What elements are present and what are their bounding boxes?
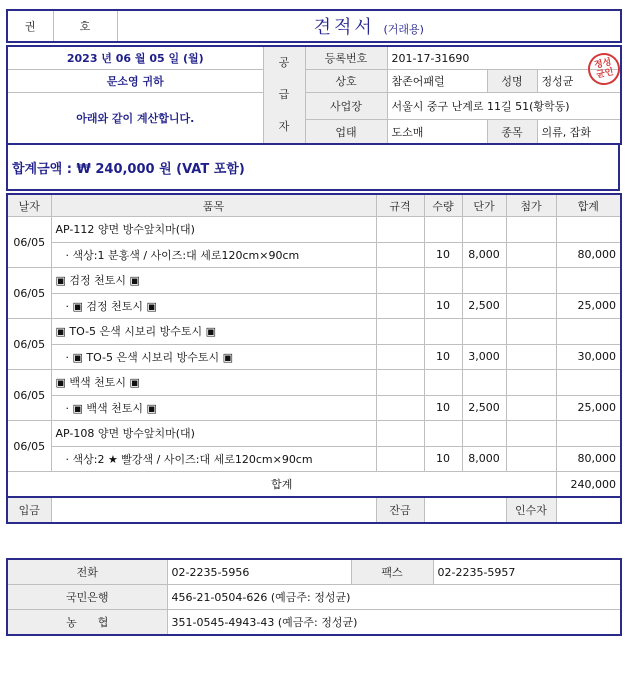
item-qty-top [424, 370, 462, 396]
item-total: 25,000 [556, 293, 621, 319]
company-value: 참존어패럴 [387, 70, 487, 93]
contact-table [6, 558, 622, 636]
item-extra-top [506, 421, 556, 447]
item-date: 06/05 [7, 268, 51, 319]
item-date: 06/05 [7, 217, 51, 268]
item-total-top [556, 421, 621, 447]
item-spec-top [376, 421, 424, 447]
sum-value: 240,000 [556, 472, 621, 498]
item-total: 80,000 [556, 446, 621, 472]
receiver-label: 인수자 [506, 497, 556, 523]
item-price-top [462, 421, 506, 447]
fax-value: 02-2235-5957 [433, 559, 621, 585]
item-spec-top [376, 370, 424, 396]
issue-date: 2023 년 06 월 05 일 (월) [7, 46, 263, 70]
item-total: 80,000 [556, 242, 621, 268]
item-qty-top [424, 217, 462, 243]
item-extra-top [506, 217, 556, 243]
total-amount: 합계금액 : ₩ 240,000 원 (VAT 포함) [7, 144, 619, 190]
item-price-top [462, 217, 506, 243]
item-extra-top [506, 268, 556, 294]
col-spec: 규격 [376, 194, 424, 217]
biz-type-label: 업태 [305, 120, 387, 144]
estimate-document [6, 9, 620, 524]
fax-label: 팩스 [351, 559, 433, 585]
phone-value: 02-2235-5956 [167, 559, 351, 585]
side-label-3: 자 [278, 120, 290, 133]
address-label: 사업장 [305, 93, 387, 120]
supplier-block [6, 45, 622, 145]
col-item: 품목 [51, 194, 376, 217]
col-date: 날자 [7, 194, 51, 217]
item-qty-top [424, 421, 462, 447]
bank1-value: 456-21-0504-626 (예금주: 정성균) [167, 585, 621, 610]
balance-label: 잔금 [376, 497, 424, 523]
deposit-value [51, 497, 376, 523]
item-spec [376, 293, 424, 319]
item-spec [376, 242, 424, 268]
total-amount-bar [6, 143, 620, 191]
table-row [7, 421, 621, 447]
table-row [7, 446, 621, 472]
item-name: ▣ TO-5 은색 시보리 방수토시 ▣ [51, 319, 376, 345]
item-name: ▣ 검정 천토시 ▣ [51, 268, 376, 294]
item-qty-top [424, 319, 462, 345]
item-date: 06/05 [7, 319, 51, 370]
item-spec [376, 395, 424, 421]
table-row [7, 268, 621, 294]
item-price: 3,000 [462, 344, 506, 370]
table-row [7, 242, 621, 268]
payment-row [6, 496, 622, 524]
item-name: AP-108 양면 방수앞치마(대) [51, 421, 376, 447]
item-spec [376, 446, 424, 472]
item-detail: · ▣ 검정 천토시 ▣ [51, 293, 376, 319]
volume-label: 권 [7, 10, 53, 42]
item-qty: 10 [424, 395, 462, 421]
deposit-label: 입금 [7, 497, 51, 523]
table-row [7, 293, 621, 319]
recipient: 문소영 귀하 [7, 70, 263, 93]
item-qty: 10 [424, 293, 462, 319]
biz-type-value: 도소매 [387, 120, 487, 144]
item-extra [506, 242, 556, 268]
balance-value [424, 497, 506, 523]
item-date: 06/05 [7, 370, 51, 421]
item-price: 8,000 [462, 446, 506, 472]
supplier-side-label [263, 46, 305, 144]
reg-no-label: 등록번호 [305, 46, 387, 70]
item-price-top [462, 319, 506, 345]
phone-label: 전화 [7, 559, 167, 585]
seal-stamp: 정성 균인 [585, 50, 623, 88]
item-price-top [462, 268, 506, 294]
item-extra-top [506, 370, 556, 396]
table-row [7, 344, 621, 370]
item-qty: 10 [424, 344, 462, 370]
number-label: 호 [53, 10, 117, 42]
items-table [6, 193, 622, 498]
item-name: ▣ 백색 천토시 ▣ [51, 370, 376, 396]
item-extra [506, 446, 556, 472]
bank2-label: 농 협 [7, 610, 167, 636]
biz-item-label: 종목 [487, 120, 537, 144]
estimate-header [6, 9, 622, 43]
item-rows [7, 217, 621, 472]
document-title [117, 10, 621, 42]
bank2-value: 351-0545-4943-43 (예금주: 정성균) [167, 610, 621, 636]
item-total: 30,000 [556, 344, 621, 370]
item-extra [506, 293, 556, 319]
table-row [7, 319, 621, 345]
item-total: 25,000 [556, 395, 621, 421]
sum-label: 합계 [7, 472, 556, 498]
side-label-2: 급 [278, 88, 290, 101]
side-label-1: 공 [278, 56, 290, 69]
col-price: 단가 [462, 194, 506, 217]
receiver-value [556, 497, 621, 523]
item-detail: · 색상:1 분홍색 / 사이즈:대 세로120cm×90cm [51, 242, 376, 268]
item-extra [506, 395, 556, 421]
item-qty: 10 [424, 446, 462, 472]
item-spec-top [376, 217, 424, 243]
company-label: 상호 [305, 70, 387, 93]
item-total-top [556, 319, 621, 345]
item-extra [506, 344, 556, 370]
item-extra-top [506, 319, 556, 345]
name-label: 성명 [487, 70, 537, 93]
item-qty: 10 [424, 242, 462, 268]
item-price: 8,000 [462, 242, 506, 268]
table-row [7, 395, 621, 421]
item-total-top [556, 370, 621, 396]
item-detail: · 색상:2 ★ 빨강색 / 사이즈:대 세로120cm×90cm [51, 446, 376, 472]
col-extra: 첨가 [506, 194, 556, 217]
name-value: 정성균 [537, 70, 621, 93]
item-spec [376, 344, 424, 370]
item-price: 2,500 [462, 395, 506, 421]
address-value: 서울시 중구 난계로 11길 51(황학동) [387, 93, 621, 120]
item-spec-top [376, 319, 424, 345]
col-qty: 수량 [424, 194, 462, 217]
col-total: 합계 [556, 194, 621, 217]
table-row [7, 217, 621, 243]
bank1-label: 국민은행 [7, 585, 167, 610]
item-date: 06/05 [7, 421, 51, 472]
item-qty-top [424, 268, 462, 294]
title-subtext: (거래용) [383, 23, 424, 36]
item-price: 2,500 [462, 293, 506, 319]
title-text: 견적서 [313, 17, 375, 38]
table-row [7, 370, 621, 396]
statement: 아래와 같이 계산합니다. [7, 93, 263, 145]
item-detail: · ▣ 백색 천토시 ▣ [51, 395, 376, 421]
item-spec-top [376, 268, 424, 294]
item-total-top [556, 217, 621, 243]
item-detail: · ▣ TO-5 은색 시보리 방수토시 ▣ [51, 344, 376, 370]
item-total-top [556, 268, 621, 294]
item-name: AP-112 양면 방수앞치마(대) [51, 217, 376, 243]
reg-no-value: 201-17-31690 [387, 46, 621, 70]
item-price-top [462, 370, 506, 396]
biz-item-value: 의류, 잡화 [537, 120, 621, 144]
